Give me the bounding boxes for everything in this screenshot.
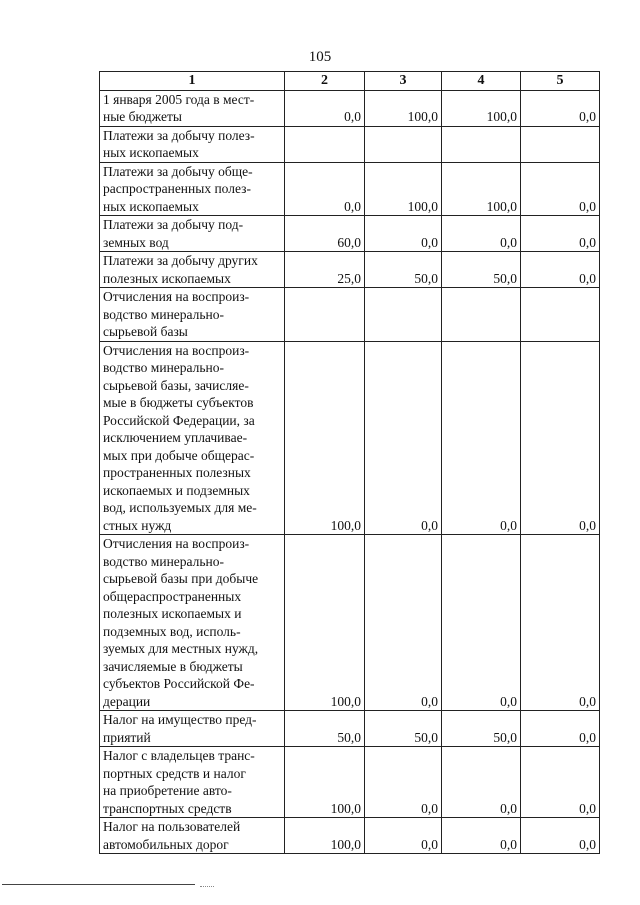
item-name-line: автомобильных дорог	[103, 836, 229, 852]
value-cell-col4: 100,0	[442, 162, 521, 216]
item-name-line: дерации	[103, 693, 151, 709]
item-name-line: ные бюджеты	[103, 109, 182, 124]
item-name-line: Платежи за добычу полез-	[103, 127, 255, 143]
item-name-line: мых при добыче общерас-	[103, 447, 255, 463]
item-name-line: водство минерально-	[103, 306, 225, 322]
item-name-line: транспортных средств	[103, 800, 232, 816]
table-row	[100, 162, 600, 216]
value-cell-col5	[521, 126, 600, 162]
item-name-cell	[100, 288, 285, 342]
value-cell-col2: 0,0	[285, 162, 365, 216]
value-cell-col5: 0,0	[521, 341, 600, 535]
value-cell-col3: 50,0	[365, 252, 442, 288]
column-header-4: 4	[442, 72, 521, 91]
item-name-line: зуемых для местных нужд,	[103, 641, 259, 656]
value-cell-col4: 50,0	[442, 252, 521, 288]
item-name-line: 1 января 2005 года в мест-	[103, 91, 255, 107]
item-name-cell	[100, 252, 285, 288]
table-row	[100, 818, 600, 854]
item-name-line: стных нужд	[103, 517, 172, 533]
item-name-line: Платежи за добычу под-	[103, 217, 244, 232]
item-name-line: Отчисления на воспроиз-	[103, 536, 250, 551]
header-row	[100, 72, 600, 91]
value-cell-col2: 100,0	[285, 747, 365, 818]
value-cell-col5: 0,0	[521, 252, 600, 288]
value-cell-col2: 25,0	[285, 252, 365, 288]
item-name-cell	[100, 126, 285, 162]
value-cell-col2: 0,0	[285, 90, 365, 126]
table-row	[100, 535, 600, 711]
footer-rule-dotted	[200, 886, 214, 887]
item-name-line: распространенных полез-	[103, 181, 251, 196]
item-name-cell	[100, 535, 285, 711]
value-cell-col3: 100,0	[365, 90, 442, 126]
item-name-line: Налог на пользователей	[103, 819, 241, 834]
table-row	[100, 341, 600, 535]
item-name-cell	[100, 162, 285, 216]
item-name-line: вод, используемых для ме-	[103, 500, 257, 515]
item-name-line: исключением уплачивае-	[103, 430, 248, 445]
column-header-3: 3	[365, 72, 442, 91]
item-name-line: Отчисления на воспроиз-	[103, 342, 250, 358]
value-cell-col4: 0,0	[442, 535, 521, 711]
value-cell-col2	[285, 126, 365, 162]
value-cell-col4: 100,0	[442, 90, 521, 126]
value-cell-col3: 0,0	[365, 818, 442, 854]
value-cell-col2	[285, 288, 365, 342]
value-cell-col2: 100,0	[285, 341, 365, 535]
item-name-line: зачисляемые в бюджеты	[103, 658, 243, 674]
item-name-line: общераспространенных	[103, 588, 242, 604]
item-name-line: ных ископаемых	[103, 145, 199, 160]
value-cell-col5: 0,0	[521, 711, 600, 747]
value-cell-col4	[442, 288, 521, 342]
item-name-line: Российской Федерации, за	[103, 412, 255, 428]
item-name-line: полезных ископаемых	[103, 270, 231, 286]
value-cell-col3: 0,0	[365, 341, 442, 535]
item-name-line: сырьевой базы	[103, 324, 188, 339]
item-name-line: Отчисления на воспроиз-	[103, 289, 250, 304]
item-name-cell	[100, 216, 285, 252]
value-cell-col3	[365, 126, 442, 162]
value-cell-col2: 100,0	[285, 818, 365, 854]
page-number: 105	[308, 49, 332, 65]
value-cell-col2: 50,0	[285, 711, 365, 747]
value-cell-col4: 0,0	[442, 747, 521, 818]
column-header-5: 5	[521, 72, 600, 91]
item-name-line: ных ископаемых	[103, 198, 199, 214]
item-name-cell	[100, 747, 285, 818]
item-name-line: сырьевой базы, зачисляе-	[103, 377, 249, 393]
item-name-line: подземных вод, исполь-	[103, 623, 241, 639]
column-header-1: 1	[100, 72, 285, 91]
item-name-line: Налог с владельцев транс-	[103, 748, 255, 763]
value-cell-col4: 0,0	[442, 818, 521, 854]
item-name-cell	[100, 341, 285, 535]
item-name-cell	[100, 90, 285, 126]
value-cell-col4: 0,0	[442, 341, 521, 535]
item-name-line: сырьевой базы при добыче	[103, 571, 259, 586]
item-name-line: земных вод	[103, 234, 169, 250]
value-cell-col5: 0,0	[521, 162, 600, 216]
value-cell-col2: 60,0	[285, 216, 365, 252]
item-name-line: портных средств и налог	[103, 765, 246, 781]
footer-rule	[2, 884, 195, 885]
value-cell-col5: 0,0	[521, 818, 600, 854]
item-name-line: пространенных полезных	[103, 465, 251, 480]
table-row	[100, 90, 600, 126]
table-row	[100, 747, 600, 818]
value-cell-col3: 0,0	[365, 535, 442, 711]
table-row	[100, 216, 600, 252]
item-name-line: водство минерально-	[103, 553, 225, 569]
item-name-line: Платежи за добычу обще-	[103, 163, 253, 179]
value-cell-col5: 0,0	[521, 535, 600, 711]
value-cell-col3: 0,0	[365, 747, 442, 818]
item-name-cell	[100, 818, 285, 854]
table-row	[100, 252, 600, 288]
item-name-line: ископаемых и подземных	[103, 482, 250, 498]
value-cell-col3	[365, 288, 442, 342]
value-cell-col4: 50,0	[442, 711, 521, 747]
item-name-line: на приобретение авто-	[103, 783, 232, 798]
value-cell-col3: 100,0	[365, 162, 442, 216]
value-cell-col3: 0,0	[365, 216, 442, 252]
item-name-line: водство минерально-	[103, 360, 225, 375]
value-cell-col2: 100,0	[285, 535, 365, 711]
value-cell-col5: 0,0	[521, 747, 600, 818]
budget-allocation-table	[99, 71, 600, 854]
item-name-line: субъектов Российской Фе-	[103, 676, 255, 691]
table-row	[100, 288, 600, 342]
value-cell-col5	[521, 288, 600, 342]
value-cell-col4: 0,0	[442, 216, 521, 252]
item-name-line: мые в бюджеты субъектов	[103, 395, 254, 410]
value-cell-col5: 0,0	[521, 90, 600, 126]
table-row	[100, 711, 600, 747]
item-name-line: приятий	[103, 729, 151, 745]
table-row	[100, 126, 600, 162]
item-name-line: полезных ископаемых и	[103, 606, 242, 621]
item-name-line: Налог на имущество пред-	[103, 712, 257, 727]
item-name-cell	[100, 711, 285, 747]
value-cell-col5: 0,0	[521, 216, 600, 252]
item-name-line: Платежи за добычу других	[103, 253, 258, 268]
value-cell-col4	[442, 126, 521, 162]
value-cell-col3: 50,0	[365, 711, 442, 747]
column-header-2: 2	[285, 72, 365, 91]
